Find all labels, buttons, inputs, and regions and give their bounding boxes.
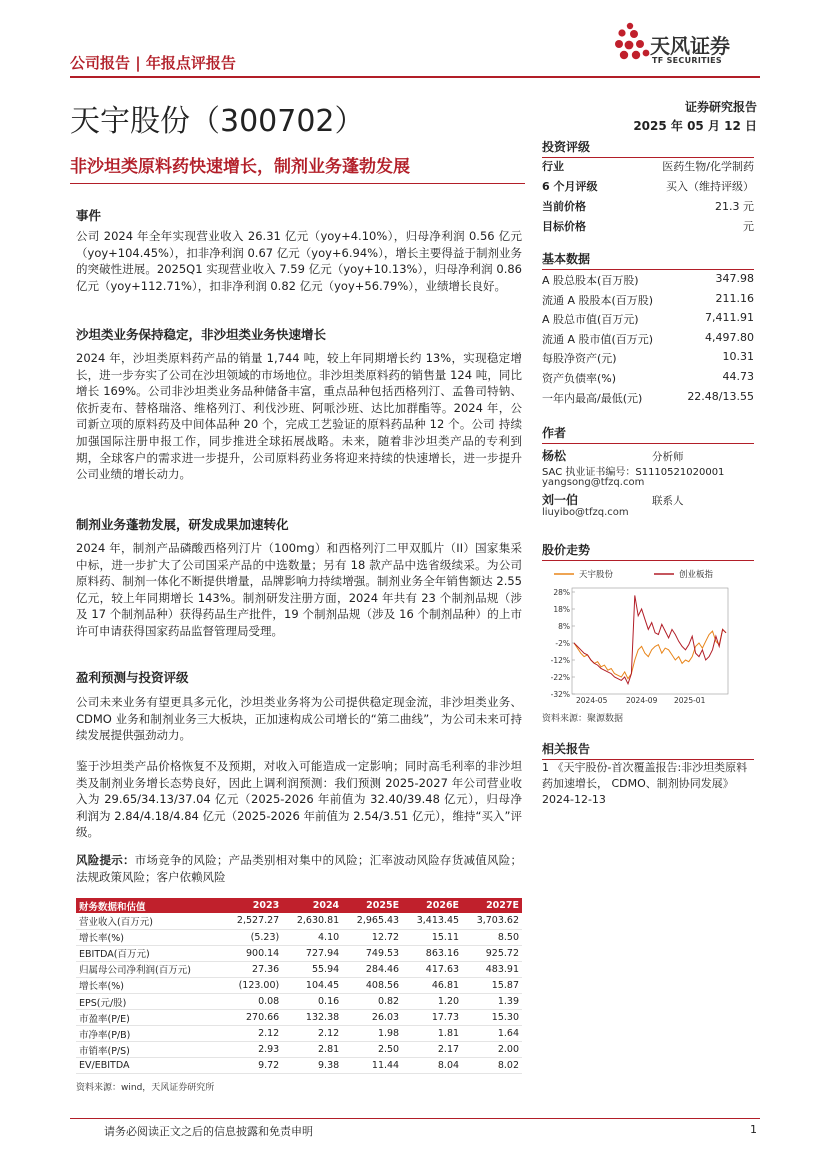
section-body-forecast-2: 鉴于沙坦类产品价格恢复不及预期，对收入可能造成一定影响；同时高毛利率的非沙坦类及制剂业务增长态势良好，因此上调利润预测：我们预测 2025-2027 年公司营业收入为 29.65/34.13/37.04 亿元（2025-2026 年前值为 32.40/39.48 亿元），归母净利润为 2.84/4.18/4.84 亿元（2025-2026 年前值为 2.54/3.51 亿元），维持“买入”评级。 xyxy=(76,759,522,840)
y-tick-label: 8% xyxy=(558,622,570,631)
basic-data-key: A 股总股本(百万股) xyxy=(542,274,639,287)
author-role-2: 联系人 xyxy=(652,495,684,507)
table-cell: 17.73 xyxy=(402,1010,462,1026)
table-cell: 46.81 xyxy=(402,977,462,993)
authors-title: 作者 xyxy=(542,424,754,444)
table-cell: 417.63 xyxy=(402,961,462,977)
basic-data-key: 流通 A 股市值(百万元) xyxy=(542,332,654,346)
table-header: 2027E xyxy=(462,898,522,913)
table-cell: 3,703.62 xyxy=(462,913,522,929)
tf-logo-icon xyxy=(612,20,652,62)
company-name: 天宇股份（300702） xyxy=(70,104,365,139)
basic-data-row xyxy=(542,370,754,386)
footer-divider xyxy=(70,1118,760,1119)
table-source: 资料来源：wind，天风证券研究所 xyxy=(76,1083,215,1093)
table-cell: 9.38 xyxy=(282,1058,342,1074)
author-role: 分析师 xyxy=(652,451,684,463)
table-cell: 2,965.43 xyxy=(342,913,402,929)
risk-label: 风险提示： xyxy=(76,853,135,867)
table-cell: 9.72 xyxy=(222,1058,282,1074)
table-row-label: 增长率(%) xyxy=(76,977,222,993)
table-row xyxy=(76,1026,522,1042)
basic-data-value: 10.31 xyxy=(722,350,754,364)
table-cell: 483.91 xyxy=(462,961,522,977)
table-cell: 0.82 xyxy=(342,993,402,1009)
table-cell: 27.36 xyxy=(222,961,282,977)
table-cell: 8.50 xyxy=(462,929,522,945)
table-row-label: EBITDA(百万元) xyxy=(76,945,222,961)
table-cell: 11.44 xyxy=(342,1058,402,1074)
rating-row xyxy=(542,178,754,194)
x-tick-label: 2024-05 xyxy=(576,696,608,705)
y-tick-label: 28% xyxy=(553,588,570,597)
rating-value: 买入（维持评级） xyxy=(666,180,754,193)
table-cell: 2.12 xyxy=(222,1026,282,1042)
table-cell: 2.93 xyxy=(222,1042,282,1058)
basic-data-row xyxy=(542,331,754,347)
section-body-formulation: 2024 年，制剂产品磷酸西格列汀片（100mg）和西格列汀二甲双胍片（II）国家集采中标，进一步扩大了公司国采产品的中选数量；另有 18 款产品中选省级续采。为公司原料药、制剂一体化不断提供增量，品牌影响力持续增强。制剂业务全年销售额达 2.55 亿元，较上年同期增长 143%。制剂研发注册方面，2024 年共有 23 个制剂品规（涉及 17 个制剂品种）获得药品生产批件，19 个制剂品规（涉及 16 个制剂品种）的上市许可申请获得国家药品监督管理局受理。 xyxy=(76,541,522,638)
author-name-2: 刘一伯 xyxy=(542,493,579,507)
rating-title: 投资评级 xyxy=(542,138,754,158)
y-tick-label: -32% xyxy=(550,690,570,699)
legend-label: 创业板指 xyxy=(679,570,714,580)
table-cell: 15.87 xyxy=(462,977,522,993)
author-cert: SAC 执业证书编号：S1110521020001 xyxy=(542,467,725,478)
section-body-forecast: 公司未来业务有望更具多元化，沙坦类业务将为公司提供稳定现金流，非沙坦类业务、 CDMO 业务和制剂业务三大板块，正加速构成公司增长的“第二曲线”，为公司未来可持续发展提供强劲动力。 xyxy=(76,695,522,743)
table-cell: 863.16 xyxy=(402,945,462,961)
table-cell: 2.17 xyxy=(402,1042,462,1058)
table-cell: 749.53 xyxy=(342,945,402,961)
x-tick-label: 2024-09 xyxy=(626,696,658,705)
table-row xyxy=(76,913,522,929)
financial-table xyxy=(76,898,522,1074)
basic-data-value: 211.16 xyxy=(715,291,754,305)
related-title: 相关报告 xyxy=(542,740,754,760)
table-header: 2026E xyxy=(402,898,462,913)
table-row xyxy=(76,1042,522,1058)
basic-data-key: A 股总市值(百万元) xyxy=(542,313,639,327)
table-cell: 3,413.45 xyxy=(402,913,462,929)
author-email-2[interactable]: liuyibo@tfzq.com xyxy=(542,507,629,518)
price-chart xyxy=(542,562,754,710)
section-title-sartan: 沙坦类业务保持稳定，非沙坦类业务快速增长 xyxy=(76,327,327,342)
headline: 非沙坦类原料药快速增长，制剂业务蓬勃发展 xyxy=(70,157,410,177)
section-title-forecast: 盈利预测与投资评级 xyxy=(76,670,189,685)
table-cell: 0.08 xyxy=(222,993,282,1009)
table-cell: 132.38 xyxy=(282,1010,342,1026)
rating-row xyxy=(542,198,754,214)
table-cell: 284.46 xyxy=(342,961,402,977)
rating-row xyxy=(542,158,754,174)
basic-data-row xyxy=(542,390,754,406)
rating-value: 元 xyxy=(743,220,754,233)
table-row-label: 增长率(%) xyxy=(76,929,222,945)
table-cell: 26.03 xyxy=(342,1010,402,1026)
table-cell: 1.39 xyxy=(462,993,522,1009)
logo-text-en: TF SECURITIES xyxy=(652,56,722,65)
y-tick-label: -2% xyxy=(555,639,570,648)
table-row-label: EPS(元/股) xyxy=(76,993,222,1009)
table-row xyxy=(76,993,522,1009)
section-title-formulation: 制剂业务蓬勃发展，研发成果加速转化 xyxy=(76,517,289,532)
table-cell: 270.66 xyxy=(222,1010,282,1026)
basic-data-value: 7,411.91 xyxy=(705,311,754,325)
author-email[interactable]: yangsong@tfzq.com xyxy=(542,477,645,488)
chart-source: 资料来源：聚源数据 xyxy=(542,714,624,724)
report-date: 2025 年 05 月 12 日 xyxy=(633,119,757,133)
series-line-0 xyxy=(574,629,726,678)
y-tick-label: -22% xyxy=(550,673,570,682)
table-row xyxy=(76,945,522,961)
table-row-label: 市盈率(P/E) xyxy=(76,1010,222,1026)
table-row xyxy=(76,977,522,993)
basic-data-value: 347.98 xyxy=(715,272,754,285)
basic-data-key: 流通 A 股股本(百万股) xyxy=(542,293,654,307)
table-cell: 2.50 xyxy=(342,1042,402,1058)
rating-value: 医药生物/化学制药 xyxy=(662,160,754,173)
rating-row xyxy=(542,218,754,234)
table-cell: 408.56 xyxy=(342,977,402,993)
table-row-label: EV/EBITDA xyxy=(76,1058,222,1074)
logo-text: 天风证券 xyxy=(650,34,730,58)
rating-key: 6 个月评级 xyxy=(542,180,598,193)
rating-key: 当前价格 xyxy=(542,200,586,213)
report-type: 公司报告 | 年报点评报告 xyxy=(70,54,236,72)
risk-warning xyxy=(76,852,522,885)
headline-divider xyxy=(70,183,525,184)
series-line-1 xyxy=(574,595,726,683)
x-tick-label: 2025-01 xyxy=(674,696,706,705)
table-row-label: 市销率(P/S) xyxy=(76,1042,222,1058)
basic-data-key: 一年内最高/最低(元) xyxy=(542,391,643,405)
header-divider xyxy=(70,76,760,78)
price-chart-title: 股价走势 xyxy=(542,541,754,561)
basic-data-title: 基本数据 xyxy=(542,250,754,270)
rating-key: 行业 xyxy=(542,160,564,173)
y-tick-label: -12% xyxy=(550,656,570,665)
author-name: 杨松 xyxy=(542,449,567,463)
table-header: 2023 xyxy=(222,898,282,913)
table-row-label: 市净率(P/B) xyxy=(76,1026,222,1042)
basic-data-row xyxy=(542,272,754,288)
risk-text: 市场竞争的风险；产品类别相对集中的风险；汇率波动风险存货减值风险；法规政策风险；客户依赖风险 xyxy=(76,853,522,884)
table-cell: 1.81 xyxy=(402,1026,462,1042)
table-cell: 8.04 xyxy=(402,1058,462,1074)
table-cell: 4.10 xyxy=(282,929,342,945)
plot-area xyxy=(572,588,728,694)
table-cell: 2.00 xyxy=(462,1042,522,1058)
table-cell: 2.12 xyxy=(282,1026,342,1042)
table-cell: 55.94 xyxy=(282,961,342,977)
y-tick-label: 18% xyxy=(553,605,570,614)
table-row xyxy=(76,1010,522,1026)
rating-key: 目标价格 xyxy=(542,220,586,233)
table-cell: 900.14 xyxy=(222,945,282,961)
basic-data-row xyxy=(542,311,754,327)
section-body-sartan: 2024 年，沙坦类原料药产品的销量 1,744 吨，较上年同期增长约 13%，实现稳定增长，进一步夯实了公司在沙坦领域的市场地位。非沙坦类原料药的销售量 124 吨，同比增长 169%。公司非沙坦类业务品种储备丰富，重点品种包括西格列汀、孟鲁司特钠、依折麦布、替格瑞洛、维格列汀、利伐沙班、阿哌沙班、达比加群酯等。2024 年，公司新立项的原料药及中间体品种 20 个，完成工艺验证的原料药品种 12 个。公司 持续加强国际注册申报工作，同步推进全球拓展战略。未来，随着非沙坦类产品的专利到期，全球客户的需求进一步提升，公司原料药业务将迎来持续的快速增长，进一步提升公司业绩的增长动力。 xyxy=(76,351,522,482)
table-cell: 12.72 xyxy=(342,929,402,945)
basic-data-value: 44.73 xyxy=(722,370,754,383)
table-cell: (5.23) xyxy=(222,929,282,945)
table-cell: 15.11 xyxy=(402,929,462,945)
table-header: 2025E xyxy=(342,898,402,913)
legend-label: 天宇股份 xyxy=(579,570,614,580)
table-row-label: 归属母公司净利润(百万元) xyxy=(76,961,222,977)
table-cell: 727.94 xyxy=(282,945,342,961)
section-body-event: 公司 2024 年全年实现营业收入 26.31 亿元（yoy+4.10%），归母净利润 0.56 亿元（yoy+104.45%），扣非净利润 0.67 亿元（yoy+6.94%），增长主要得益于制剂业务的突破性进展。2025Q1 实现营业收入 7.59 亿元（yoy+10.13%），归母净利润 0.86 亿元（yoy+112.71%），扣非净利润 0.82 亿元（yoy+56.79%），业绩增长良好。 xyxy=(76,229,522,293)
rating-value: 21.3 元 xyxy=(715,200,754,213)
section-title-event: 事件 xyxy=(76,208,102,223)
table-row-label: 营业收入(百万元) xyxy=(76,913,222,929)
basic-data-row xyxy=(542,350,754,366)
related-item[interactable]: 1 《天宇股份-首次覆盖报告:非沙坦类原料药加速增长， CDMO、制剂协同发展》 2024-12-13 xyxy=(542,761,748,806)
table-cell: 8.02 xyxy=(462,1058,522,1074)
table-cell: 2.81 xyxy=(282,1042,342,1058)
disclaimer[interactable]: 请务必阅读正文之后的信息披露和免责申明 xyxy=(104,1125,313,1138)
table-header: 2024 xyxy=(282,898,342,913)
table-cell: 2,527.27 xyxy=(222,913,282,929)
table-cell: 1.98 xyxy=(342,1026,402,1042)
table-cell: 104.45 xyxy=(282,977,342,993)
basic-data-value: 4,497.80 xyxy=(705,330,754,344)
research-label: 证券研究报告 xyxy=(684,100,757,114)
table-row xyxy=(76,961,522,977)
basic-data-key: 每股净资产(元) xyxy=(542,352,617,366)
basic-data-row xyxy=(542,292,754,308)
table-header-row xyxy=(76,898,522,913)
table-cell: 2,630.81 xyxy=(282,913,342,929)
table-header: 财务数据和估值 xyxy=(76,898,222,913)
table-row xyxy=(76,929,522,945)
table-cell: (123.00) xyxy=(222,977,282,993)
table-cell: 1.20 xyxy=(402,993,462,1009)
table-cell: 925.72 xyxy=(462,945,522,961)
page-number: 1 xyxy=(750,1123,757,1136)
basic-data-value: 22.48/13.55 xyxy=(687,389,754,403)
basic-data-key: 资产负债率(%) xyxy=(542,372,617,385)
table-cell: 0.16 xyxy=(282,993,342,1009)
table-cell: 15.30 xyxy=(462,1010,522,1026)
table-row xyxy=(76,1058,522,1074)
table-cell: 1.64 xyxy=(462,1026,522,1042)
